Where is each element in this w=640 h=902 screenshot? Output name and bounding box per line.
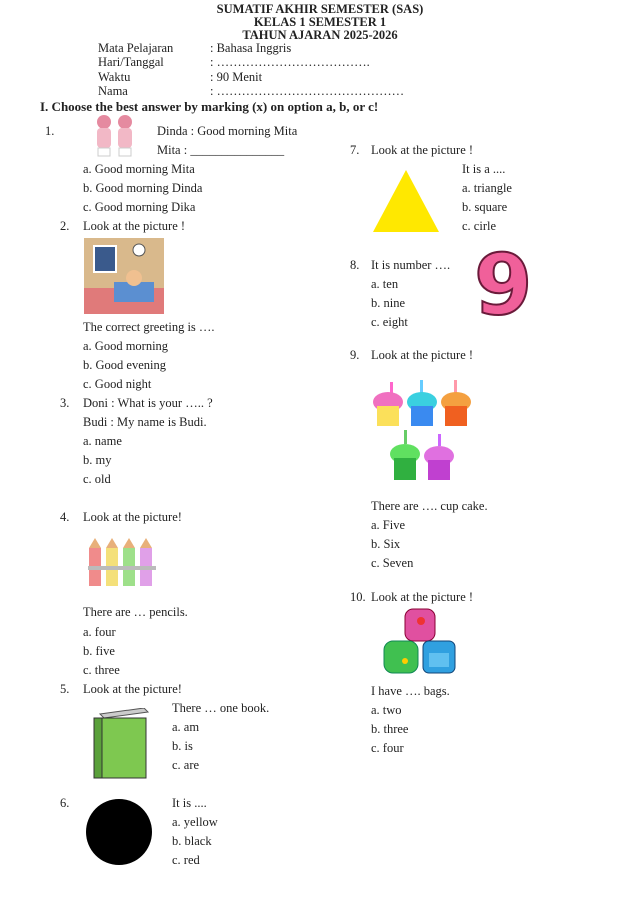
instruction: I. Choose the best answer by marking (x) on option a, b, or c! <box>40 99 379 114</box>
option[interactable]: a. Good morning <box>83 339 169 353</box>
option[interactable]: b. square <box>462 200 508 214</box>
question-text: There are …. cup cake. <box>371 499 488 513</box>
option[interactable]: a. yellow <box>172 815 218 829</box>
info-value: : ……………………………………… <box>210 84 405 98</box>
option[interactable]: b. Six <box>371 537 401 551</box>
option[interactable]: b. Good evening <box>83 358 166 372</box>
option[interactable]: c. Good morning Dika <box>83 200 196 214</box>
option[interactable]: a. Five <box>371 518 406 532</box>
option[interactable]: c. four <box>371 741 404 755</box>
question-text: There are … pencils. <box>83 605 188 619</box>
info-label: Hari/Tanggal <box>98 55 164 69</box>
option[interactable]: a. name <box>83 434 122 448</box>
dialog-line: Mita : _______________ <box>157 143 285 157</box>
option[interactable]: c. three <box>83 663 120 677</box>
option[interactable]: b. black <box>172 834 212 848</box>
question-text: It is a .... <box>462 162 506 176</box>
exam-title: SUMATIF AKHIR SEMESTER (SAS) <box>216 2 424 16</box>
question-number: 7. <box>350 143 360 157</box>
option[interactable]: c. Seven <box>371 556 414 570</box>
option[interactable]: a. ten <box>371 277 399 291</box>
pencils-illustration <box>88 538 156 588</box>
dialog-line: Dinda : Good morning Mita <box>157 124 298 138</box>
option[interactable]: a. two <box>371 703 402 717</box>
question-prompt: Look at the picture ! <box>371 143 474 157</box>
bedroom-illustration <box>84 238 164 314</box>
question-number: 2. <box>60 219 70 233</box>
question-number: 8. <box>350 258 360 272</box>
book-illustration <box>92 708 152 780</box>
dialog-line: Budi : My name is Budi. <box>83 415 207 429</box>
girls-illustration <box>92 112 138 160</box>
option[interactable]: b. three <box>371 722 409 736</box>
info-value: : 90 Menit <box>210 70 263 84</box>
black-circle-illustration <box>86 799 152 865</box>
question-number: 6. <box>60 796 70 810</box>
option[interactable]: b. is <box>172 739 193 753</box>
question-prompt: Look at the picture ! <box>371 590 474 604</box>
number-nine-illustration: 9 <box>474 236 533 334</box>
dialog-line: Doni : What is your ….. ? <box>83 396 213 410</box>
exam-year: TAHUN AJARAN 2025-2026 <box>242 28 398 42</box>
info-label: Mata Pelajaran <box>98 41 174 55</box>
info-label: Waktu <box>98 70 131 84</box>
bags-illustration <box>381 605 461 677</box>
question-prompt: It is number …. <box>371 258 451 272</box>
option[interactable]: a. four <box>83 625 116 639</box>
option[interactable]: b. nine <box>371 296 406 310</box>
question-number: 4. <box>60 510 70 524</box>
option[interactable]: b. five <box>83 644 115 658</box>
question-text: I have …. bags. <box>371 684 450 698</box>
question-prompt: Look at the picture ! <box>83 219 186 233</box>
option[interactable]: c. are <box>172 758 200 772</box>
cupcakes-illustration <box>372 378 472 484</box>
option[interactable]: a. Good morning Mita <box>83 162 195 176</box>
question-prompt: Look at the picture! <box>83 510 182 524</box>
exam-class: KELAS 1 SEMESTER 1 <box>253 15 387 29</box>
info-label: Nama <box>98 84 128 98</box>
question-number: 3. <box>60 396 70 410</box>
option[interactable]: b. Good morning Dinda <box>83 181 203 195</box>
question-number: 9. <box>350 348 360 362</box>
option[interactable]: a. am <box>172 720 200 734</box>
question-prompt: Look at the picture! <box>83 682 182 696</box>
question-prompt: Look at the picture ! <box>371 348 474 362</box>
option[interactable]: a. triangle <box>462 181 512 195</box>
option[interactable]: c. eight <box>371 315 408 329</box>
question-text: The correct greeting is …. <box>83 320 215 334</box>
option[interactable]: c. red <box>172 853 200 867</box>
question-number: 5. <box>60 682 70 696</box>
option[interactable]: b. my <box>83 453 112 467</box>
question-text: There … one book. <box>172 701 270 715</box>
info-value: : ………………………………. <box>210 55 370 69</box>
info-value: : Bahasa Inggris <box>210 41 292 55</box>
question-text: It is .... <box>172 796 207 810</box>
question-number: 1. <box>45 124 55 138</box>
triangle-illustration <box>373 170 439 232</box>
option[interactable]: c. old <box>83 472 111 486</box>
option[interactable]: c. Good night <box>83 377 152 391</box>
question-number: 10. <box>350 590 366 604</box>
option[interactable]: c. cirle <box>462 219 497 233</box>
